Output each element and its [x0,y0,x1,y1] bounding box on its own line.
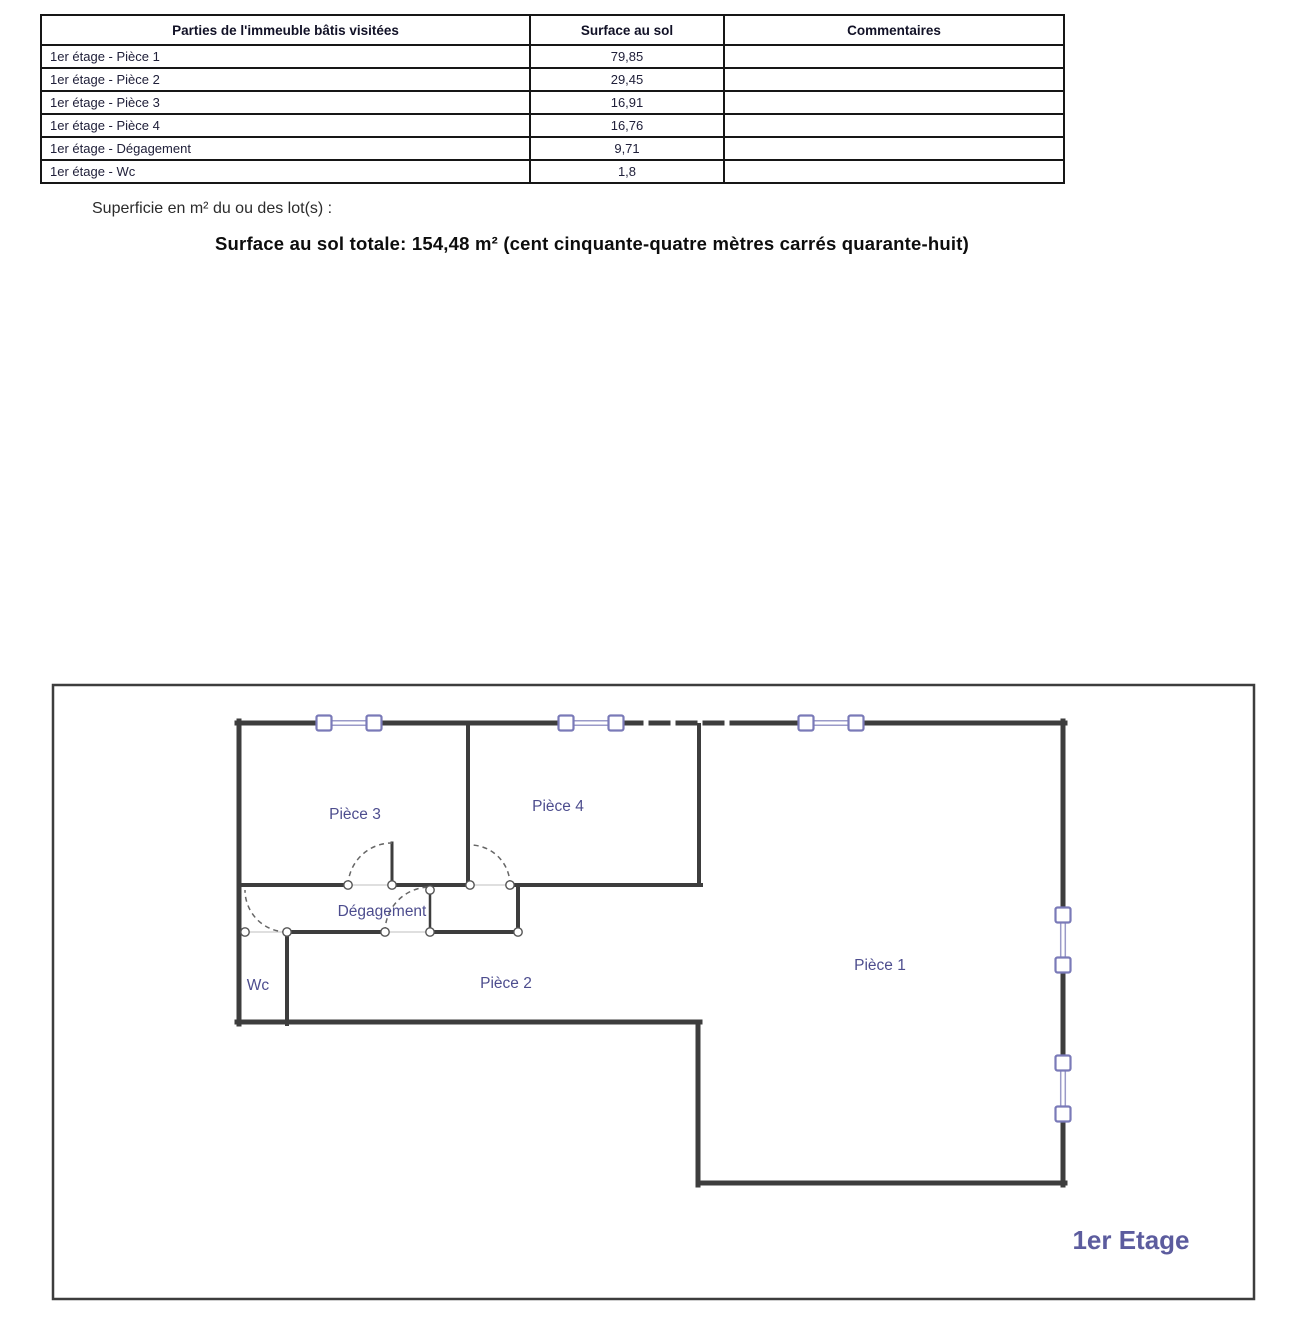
room-label-piece-1: Pièce 1 [854,957,906,974]
room-label-piece-4: Pièce 4 [532,798,584,815]
room-label-wc: Wc [246,977,270,994]
table-row [41,91,1064,114]
surfaces-table [40,14,1065,184]
table-row [41,160,1064,183]
cell-surface: 9,71 [530,137,724,160]
cell-surface: 16,76 [530,114,724,137]
cell-commentaire [724,137,1064,160]
table-row [41,68,1064,91]
table-row [41,137,1064,160]
header-commentaires: Commentaires [724,15,1064,45]
cell-partie: 1er étage - Dégagement [41,137,530,160]
cell-commentaire [724,114,1064,137]
cell-surface: 79,85 [530,45,724,68]
cell-partie: 1er étage - Pièce 4 [41,114,530,137]
room-label-piece-2: Pièce 2 [480,975,532,992]
floor-title: 1er Etage [1072,1225,1190,1255]
cell-surface: 16,91 [530,91,724,114]
superficie-label: Superficie en m² du ou des lot(s) : [92,200,333,217]
cell-surface: 29,45 [530,68,724,91]
cell-commentaire [724,160,1064,183]
table-row [41,114,1064,137]
table-header-row [41,15,1064,45]
cell-partie: 1er étage - Wc [41,160,530,183]
cell-partie: 1er étage - Pièce 3 [41,91,530,114]
floorplan-drawing [50,683,1256,1303]
cell-commentaire [724,91,1064,114]
floorplan-frame [53,685,1254,1299]
cell-partie: 1er étage - Pièce 2 [41,68,530,91]
surface-total-line: Surface au sol totale: 154,48 m² (cent cinquante-quatre mètres carrés quarante-huit) [215,233,969,254]
header-parties: Parties de l'immeuble bâtis visitées [41,15,530,45]
cell-commentaire [724,68,1064,91]
header-surface: Surface au sol [530,15,724,45]
cell-surface: 1,8 [530,160,724,183]
room-label-degagement: Dégagement [337,903,427,920]
cell-commentaire [724,45,1064,68]
cell-partie: 1er étage - Pièce 1 [41,45,530,68]
table-row [41,45,1064,68]
room-label-piece-3: Pièce 3 [329,806,381,823]
